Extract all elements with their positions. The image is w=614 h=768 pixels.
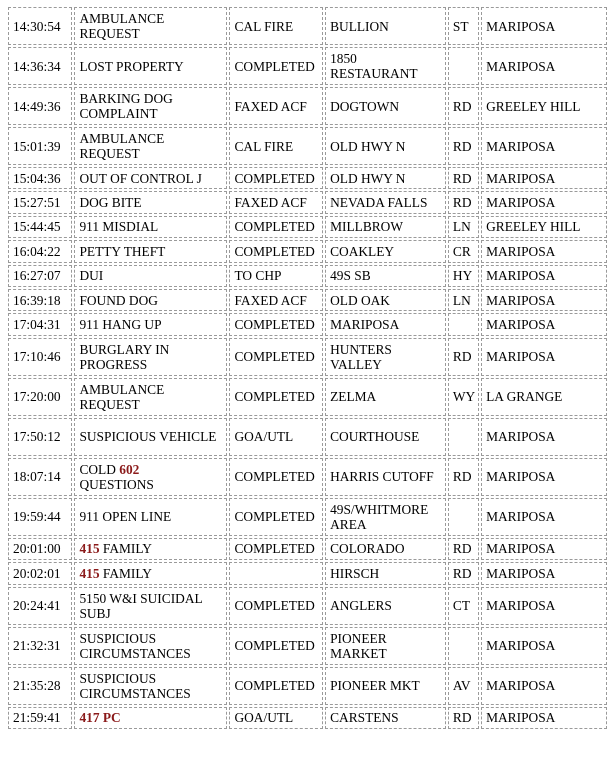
- disposition-cell: COMPLETED: [229, 587, 323, 625]
- call-type-text: 5150 W&I SUICIDAL SUBJ: [79, 590, 203, 621]
- table-row: [8, 216, 607, 238]
- street-suffix-cell: WY: [448, 378, 479, 416]
- street-cell: PIONEER MARKET: [325, 627, 446, 665]
- table-row: [8, 240, 607, 262]
- table-row: [8, 418, 607, 456]
- table-row: [8, 87, 607, 125]
- call-type-cell: [74, 338, 227, 376]
- call-type-text: SUSPICIOUS VEHICLE: [79, 429, 217, 445]
- table-row: [8, 191, 607, 213]
- call-type-cell: [74, 538, 227, 560]
- call-type-cell: [74, 7, 227, 45]
- call-type-text: FAMILY: [102, 565, 152, 581]
- call-type-cell: [74, 216, 227, 238]
- table-row: [8, 47, 607, 85]
- time-cell: 18:07:14: [8, 458, 72, 496]
- call-type-text: AMBULANCE REQUEST: [79, 381, 165, 412]
- call-type-text: 911 MISDIAL: [79, 219, 159, 235]
- disposition-cell: COMPLETED: [229, 538, 323, 560]
- street-suffix-cell: AV: [448, 667, 479, 705]
- city-cell: MARIPOSA: [481, 587, 607, 625]
- disposition-cell: COMPLETED: [229, 627, 323, 665]
- call-type-cell: [74, 418, 227, 456]
- time-cell: 17:20:00: [8, 378, 72, 416]
- street-suffix-cell: RD: [448, 707, 479, 729]
- street-cell: CARSTENS: [325, 707, 446, 729]
- street-cell: COAKLEY: [325, 240, 446, 262]
- street-suffix-cell: HY: [448, 265, 479, 287]
- street-cell: MARIPOSA: [325, 313, 446, 335]
- street-suffix-cell: [448, 498, 479, 536]
- street-cell: OLD HWY N: [325, 127, 446, 165]
- call-type-text: 911 OPEN LINE: [79, 509, 172, 525]
- penal-code: 415: [79, 541, 100, 557]
- disposition-cell: FAXED ACF: [229, 289, 323, 311]
- penal-code: 417 PC: [79, 710, 121, 726]
- call-type-cell: [74, 127, 227, 165]
- table-row: [8, 167, 607, 189]
- call-type-text: DUI: [79, 268, 104, 284]
- city-cell: MARIPOSA: [481, 707, 607, 729]
- city-cell: MARIPOSA: [481, 265, 607, 287]
- street-suffix-cell: RD: [448, 538, 479, 560]
- call-type-cell: [74, 47, 227, 85]
- disposition-cell: COMPLETED: [229, 47, 323, 85]
- city-cell: MARIPOSA: [481, 313, 607, 335]
- table-row: [8, 265, 607, 287]
- city-cell: MARIPOSA: [481, 47, 607, 85]
- call-type-text: AMBULANCE REQUEST: [79, 131, 165, 161]
- disposition-cell: [229, 562, 323, 584]
- city-cell: MARIPOSA: [481, 167, 607, 189]
- time-cell: 14:36:34: [8, 47, 72, 85]
- city-cell: MARIPOSA: [481, 289, 607, 311]
- call-type-text: BARKING DOG COMPLAINT: [79, 91, 173, 121]
- street-suffix-cell: RD: [448, 458, 479, 496]
- street-suffix-cell: CT: [448, 587, 479, 625]
- disposition-cell: TO CHP: [229, 265, 323, 287]
- disposition-cell: COMPLETED: [229, 216, 323, 238]
- street-cell: HUNTERS VALLEY: [325, 338, 446, 376]
- call-log: [6, 5, 609, 731]
- call-type-cell: [74, 240, 227, 262]
- street-cell: ANGLERS: [325, 587, 446, 625]
- street-cell: DOGTOWN: [325, 87, 446, 125]
- city-cell: MARIPOSA: [481, 458, 607, 496]
- disposition-cell: FAXED ACF: [229, 191, 323, 213]
- disposition-cell: CAL FIRE: [229, 7, 323, 45]
- city-cell: MARIPOSA: [481, 240, 607, 262]
- time-cell: 15:44:45: [8, 216, 72, 238]
- street-suffix-cell: RD: [448, 338, 479, 376]
- call-type-text: 911 HANG UP: [79, 317, 162, 333]
- call-type-cell: [74, 378, 227, 416]
- time-cell: 20:01:00: [8, 538, 72, 560]
- city-cell: MARIPOSA: [481, 7, 607, 45]
- table-row: [8, 338, 607, 376]
- time-cell: 15:04:36: [8, 167, 72, 189]
- disposition-cell: COMPLETED: [229, 667, 323, 705]
- street-suffix-cell: [448, 47, 479, 85]
- disposition-cell: GOA/UTL: [229, 418, 323, 456]
- disposition-cell: COMPLETED: [229, 338, 323, 376]
- street-cell: MILLBROW: [325, 216, 446, 238]
- time-cell: 15:01:39: [8, 127, 72, 165]
- call-type-text: OUT OF CONTROL J: [79, 170, 202, 186]
- call-type-prefix: COLD: [79, 461, 120, 477]
- time-cell: 21:32:31: [8, 627, 72, 665]
- time-cell: 19:59:44: [8, 498, 72, 536]
- call-type-text: BURGLARY IN PROGRESS: [79, 341, 170, 372]
- street-cell: OLD HWY N: [325, 167, 446, 189]
- time-cell: 21:35:28: [8, 667, 72, 705]
- call-type-cell: [74, 667, 227, 705]
- table-row: [8, 458, 607, 496]
- table-row: [8, 313, 607, 335]
- time-cell: 17:50:12: [8, 418, 72, 456]
- table-row: [8, 127, 607, 165]
- city-cell: MARIPOSA: [481, 127, 607, 165]
- street-cell: HARRIS CUTOFF: [325, 458, 446, 496]
- disposition-cell: CAL FIRE: [229, 127, 323, 165]
- disposition-cell: COMPLETED: [229, 458, 323, 496]
- city-cell: LA GRANGE: [481, 378, 607, 416]
- call-type-cell: [74, 313, 227, 335]
- city-cell: MARIPOSA: [481, 627, 607, 665]
- city-cell: MARIPOSA: [481, 191, 607, 213]
- call-log-body: [8, 7, 607, 729]
- disposition-cell: COMPLETED: [229, 167, 323, 189]
- street-cell: COLORADO: [325, 538, 446, 560]
- call-type-cell: [74, 498, 227, 536]
- table-row: [8, 7, 607, 45]
- call-type-cell: [74, 289, 227, 311]
- table-row: [8, 289, 607, 311]
- penal-code: 602: [119, 461, 140, 477]
- street-cell: NEVADA FALLS: [325, 191, 446, 213]
- city-cell: GREELEY HILL: [481, 216, 607, 238]
- time-cell: 20:24:41: [8, 587, 72, 625]
- disposition-cell: COMPLETED: [229, 313, 323, 335]
- table-row: [8, 667, 607, 705]
- call-type-cell: [74, 87, 227, 125]
- call-type-cell: [74, 191, 227, 213]
- time-cell: 17:10:46: [8, 338, 72, 376]
- call-type-cell: [74, 587, 227, 625]
- call-type-cell: [74, 707, 227, 729]
- city-cell: MARIPOSA: [481, 562, 607, 584]
- call-type-text: LOST PROPERTY: [79, 58, 184, 74]
- table-row: [8, 498, 607, 536]
- street-cell: 1850 RESTAURANT: [325, 47, 446, 85]
- call-type-cell: [74, 627, 227, 665]
- street-cell: COURTHOUSE: [325, 418, 446, 456]
- table-row: [8, 562, 607, 584]
- time-cell: 20:02:01: [8, 562, 72, 584]
- time-cell: 16:27:07: [8, 265, 72, 287]
- city-cell: MARIPOSA: [481, 498, 607, 536]
- city-cell: MARIPOSA: [481, 667, 607, 705]
- time-cell: 21:59:41: [8, 707, 72, 729]
- city-cell: GREELEY HILL: [481, 87, 607, 125]
- call-type-text: AMBULANCE REQUEST: [79, 11, 165, 41]
- call-type-text: DOG BITE: [79, 195, 142, 211]
- street-suffix-cell: ST: [448, 7, 479, 45]
- table-row: [8, 538, 607, 560]
- disposition-cell: COMPLETED: [229, 498, 323, 536]
- street-cell: PIONEER MKT: [325, 667, 446, 705]
- time-cell: 15:27:51: [8, 191, 72, 213]
- city-cell: MARIPOSA: [481, 418, 607, 456]
- call-type-cell: [74, 562, 227, 584]
- street-cell: 49S SB: [325, 265, 446, 287]
- street-suffix-cell: RD: [448, 87, 479, 125]
- call-type-text: SUSPICIOUS CIRCUMSTANCES: [79, 630, 191, 661]
- street-suffix-cell: [448, 418, 479, 456]
- street-suffix-cell: [448, 627, 479, 665]
- street-suffix-cell: [448, 313, 479, 335]
- street-suffix-cell: LN: [448, 216, 479, 238]
- street-cell: BULLION: [325, 7, 446, 45]
- call-log-table: [6, 5, 609, 731]
- table-row: [8, 627, 607, 665]
- street-cell: 49S/WHITMORE AREA: [325, 498, 446, 536]
- table-row: [8, 378, 607, 416]
- call-type-text: FAMILY: [102, 541, 152, 557]
- time-cell: 17:04:31: [8, 313, 72, 335]
- street-suffix-cell: RD: [448, 191, 479, 213]
- time-cell: 14:49:36: [8, 87, 72, 125]
- disposition-cell: GOA/UTL: [229, 707, 323, 729]
- call-type-cell: [74, 265, 227, 287]
- call-type-text: SUSPICIOUS CIRCUMSTANCES: [79, 670, 191, 701]
- disposition-cell: COMPLETED: [229, 240, 323, 262]
- call-type-text: PETTY THEFT: [79, 243, 166, 259]
- time-cell: 16:39:18: [8, 289, 72, 311]
- call-type-text: FOUND DOG: [79, 292, 158, 308]
- street-suffix-cell: CR: [448, 240, 479, 262]
- penal-code: 415: [79, 565, 100, 581]
- street-cell: OLD OAK: [325, 289, 446, 311]
- table-row: [8, 707, 607, 729]
- time-cell: 16:04:22: [8, 240, 72, 262]
- street-suffix-cell: LN: [448, 289, 479, 311]
- call-type-cell: [74, 458, 227, 496]
- disposition-cell: FAXED ACF: [229, 87, 323, 125]
- street-suffix-cell: RD: [448, 562, 479, 584]
- call-type-cell: [74, 167, 227, 189]
- street-suffix-cell: RD: [448, 127, 479, 165]
- call-type-text: QUESTIONS: [79, 476, 154, 492]
- street-suffix-cell: RD: [448, 167, 479, 189]
- table-row: [8, 587, 607, 625]
- street-cell: ZELMA: [325, 378, 446, 416]
- city-cell: MARIPOSA: [481, 538, 607, 560]
- time-cell: 14:30:54: [8, 7, 72, 45]
- city-cell: MARIPOSA: [481, 338, 607, 376]
- disposition-cell: COMPLETED: [229, 378, 323, 416]
- street-cell: HIRSCH: [325, 562, 446, 584]
